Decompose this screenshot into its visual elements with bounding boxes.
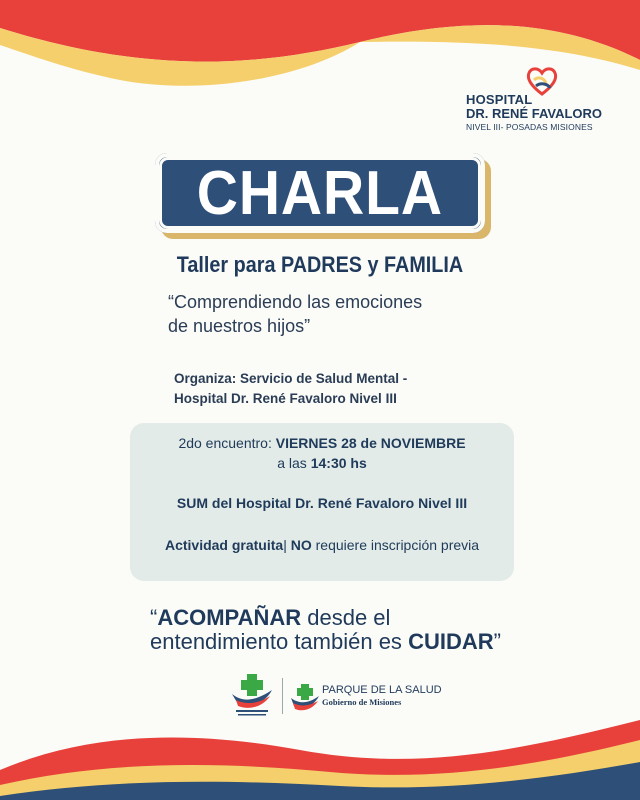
- organizer-text: [174, 369, 494, 409]
- theme-quote-line1: “Comprendiendo las emociones: [168, 292, 423, 312]
- subtitle: Taller para PADRES y FAMILIA: [176, 252, 464, 277]
- event-time: 14:30 hs: [310, 455, 367, 471]
- parque-salud-name: PARQUE DE LA SALUD: [322, 684, 442, 696]
- parque-salud-logo-icon: [290, 682, 320, 712]
- closing-word-acompanar: ACOMPAÑAR: [157, 605, 302, 630]
- event-info-card: [130, 423, 514, 581]
- closing-quote: [150, 606, 570, 654]
- closing-text1: desde el: [301, 605, 391, 630]
- hospital-name-line2: DR. RENÉ FAVALORO: [466, 106, 603, 121]
- hospital-level-location: NIVEL III- POSADAS MISIONES: [466, 122, 593, 132]
- encounter-label: 2do encuentro:: [178, 435, 276, 451]
- hospital-logo: [462, 66, 612, 136]
- activity-rest: requiere inscripción previa: [311, 537, 480, 553]
- event-place: SUM del Hospital Dr. René Favaloro Nivel III: [176, 495, 468, 511]
- title-banner: [155, 153, 485, 233]
- closing-line2: [150, 630, 570, 654]
- organizer-line1: Organiza: Servicio de Salud Mental -: [174, 371, 408, 386]
- closing-word-cuidar: CUIDAR: [408, 629, 494, 654]
- close-quote: ”: [493, 629, 501, 654]
- event-time-line: [130, 455, 514, 471]
- organizer-line2: Hospital Dr. René Favaloro Nivel III: [174, 391, 397, 406]
- event-activity-line: [130, 537, 514, 553]
- closing-line1: [150, 606, 570, 630]
- logo-separator: [282, 678, 283, 714]
- open-quote: “: [150, 605, 158, 630]
- time-prefix: a las: [277, 455, 311, 471]
- activity-separator: |: [283, 537, 291, 553]
- hospital-name-line1: HOSPITAL: [466, 92, 533, 107]
- theme-quote: [168, 290, 528, 338]
- event-date-line: [130, 435, 514, 451]
- theme-quote-line2: de nuestros hijos”: [168, 316, 311, 336]
- page-title: CHARLA: [196, 158, 444, 228]
- gobierno-misiones: Gobierno de Misiones: [322, 697, 402, 707]
- bottom-wave-decoration: [0, 710, 640, 800]
- activity-free: Actividad gratuita: [164, 537, 284, 553]
- closing-text2: entendimiento también es: [150, 629, 409, 654]
- activity-no: NO: [290, 537, 312, 553]
- event-date: VIERNES 28 de NOVIEMBRE: [275, 435, 466, 451]
